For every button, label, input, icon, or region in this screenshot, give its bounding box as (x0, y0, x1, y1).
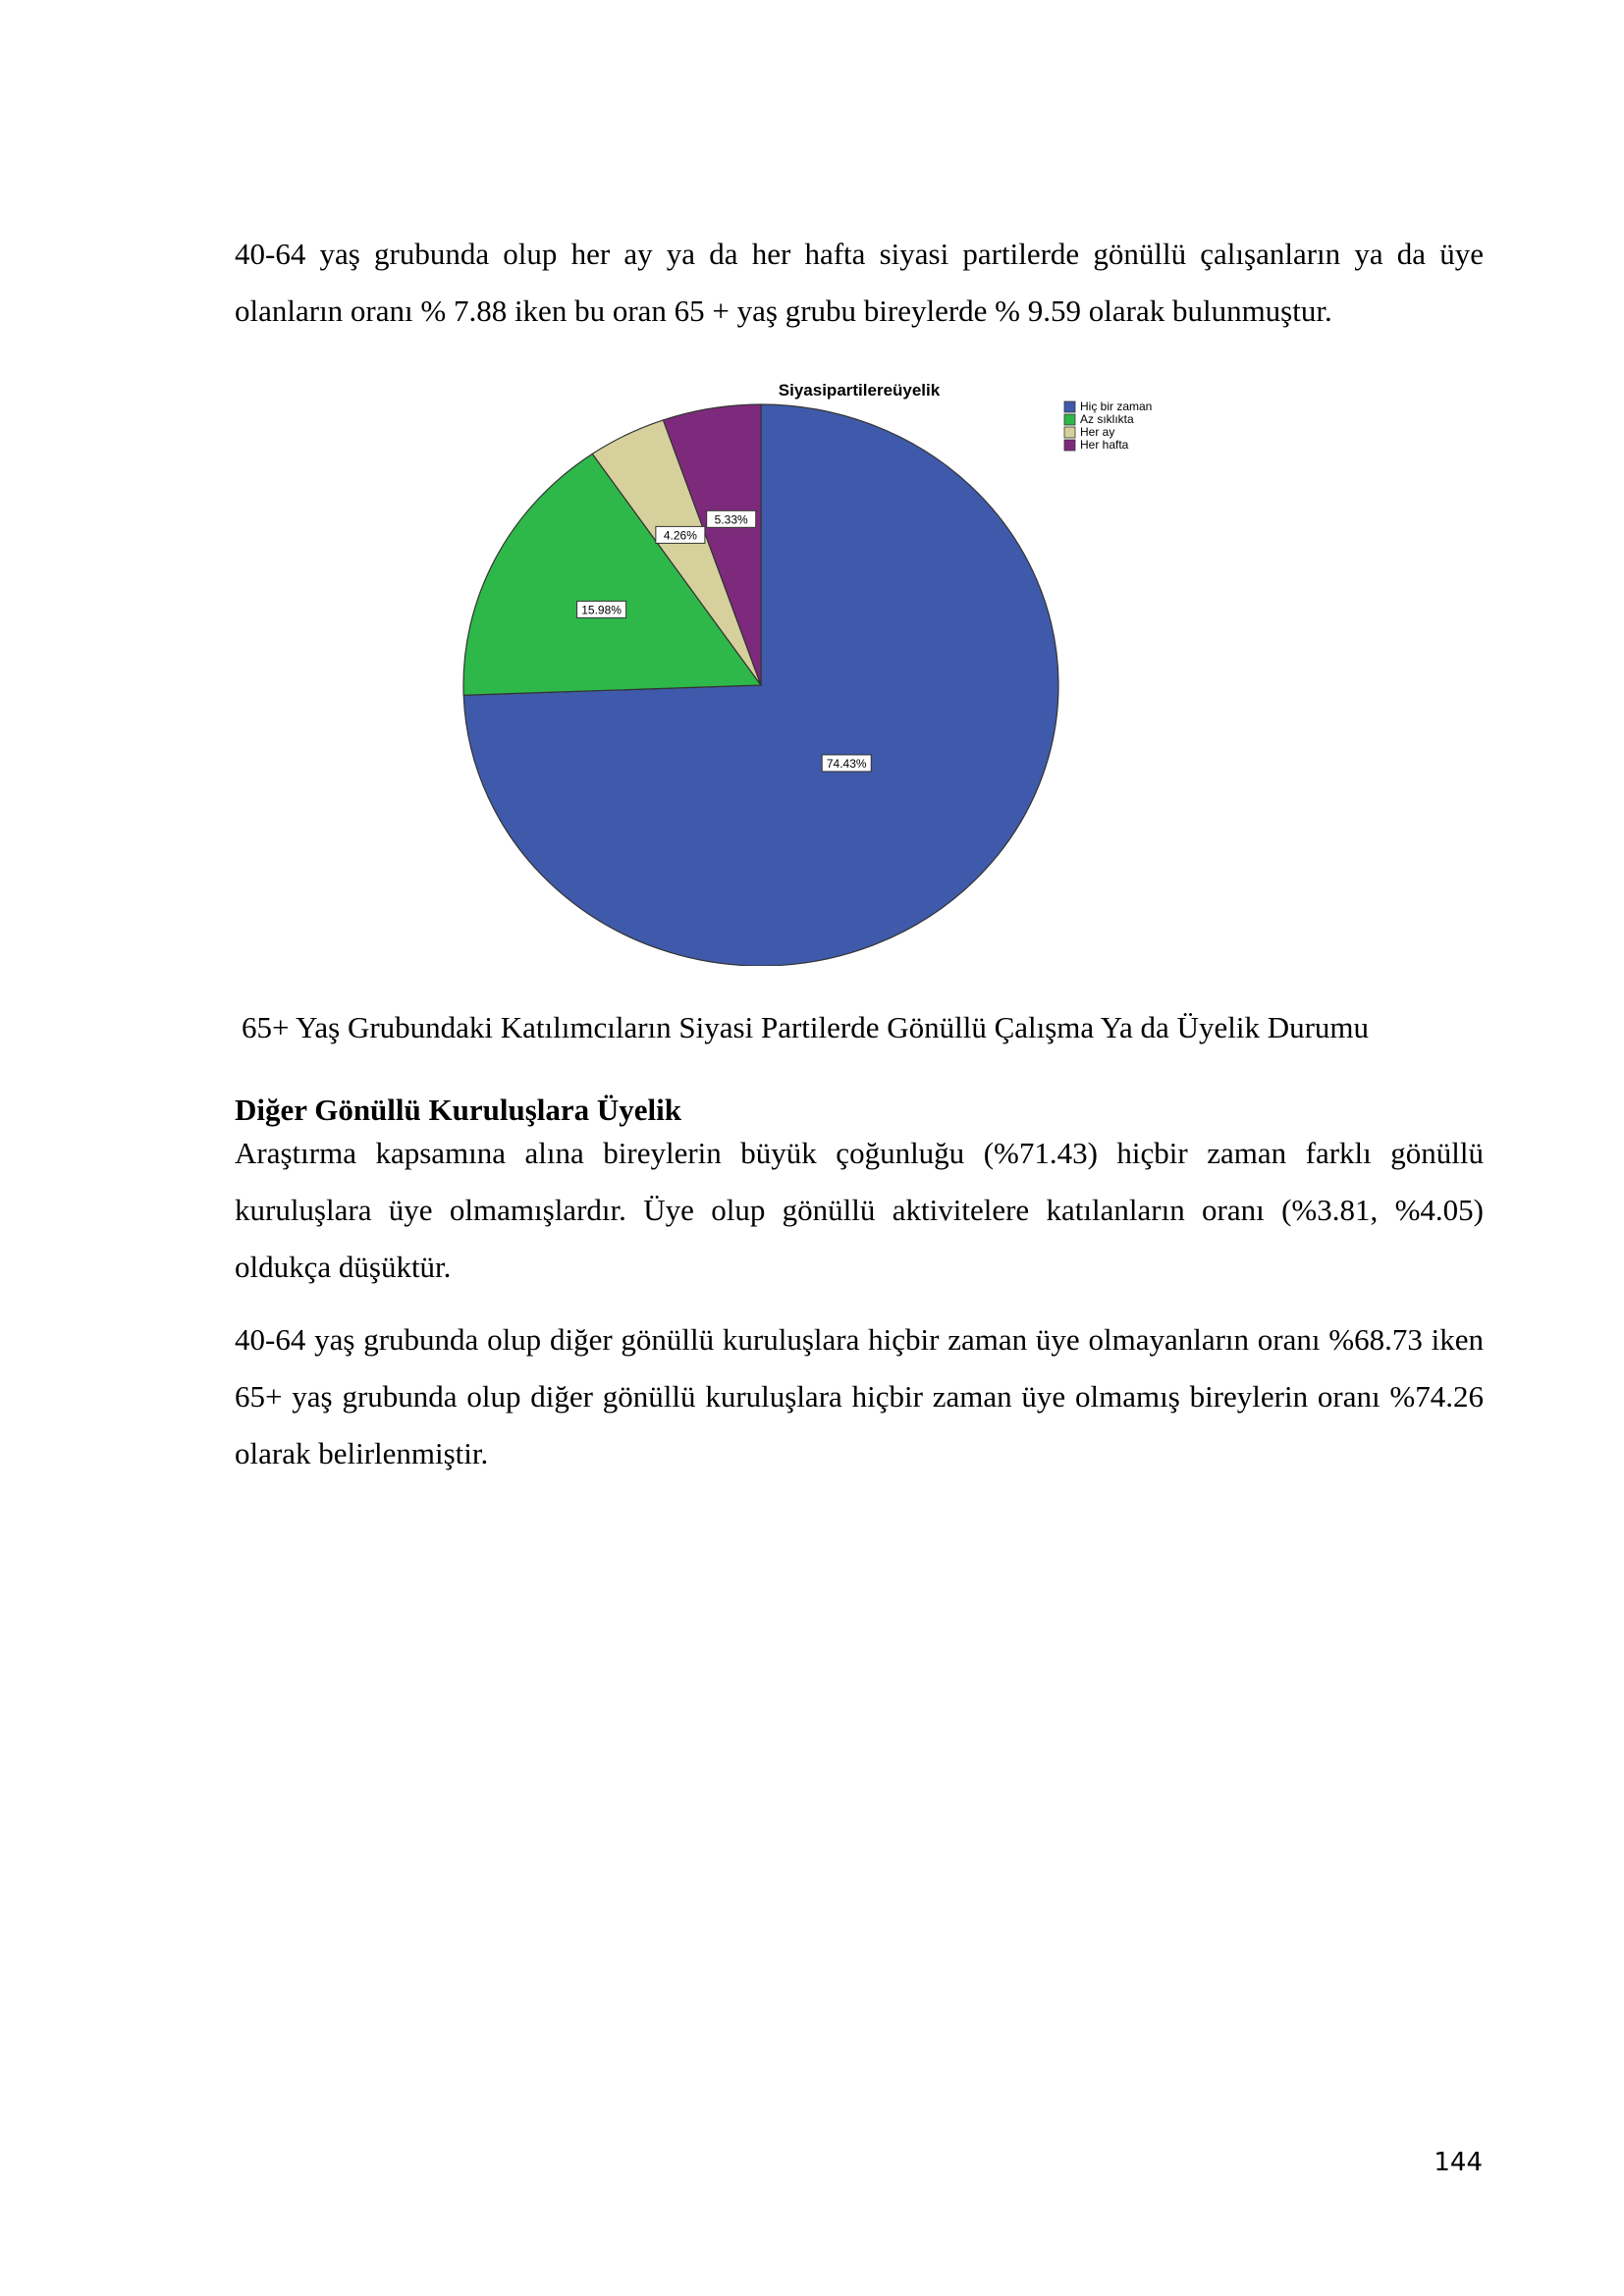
legend-label-2: Her ay (1080, 425, 1115, 439)
figure-caption: 65+ Yaş Grubundaki Katılımcıların Siyasi Partilerde Gönüllü Çalışma Ya da Üyelik Durumu (242, 1010, 1370, 1044)
pie-slices (463, 404, 1058, 966)
pie-chart (452, 377, 1198, 966)
legend-swatch-0 (1064, 401, 1075, 412)
page-number: 144 (1434, 2148, 1483, 2177)
legend-swatch-3 (1064, 440, 1075, 451)
svg-text:15.98%: 15.98% (581, 603, 622, 617)
legend-item-1 (1064, 412, 1134, 426)
section-heading: Diğer Gönüllü Kuruluşlara Üyelik (235, 1093, 682, 1127)
pie-data-label-2 (656, 526, 705, 543)
pie-data-label-1 (577, 601, 626, 617)
legend-label-0: Hiç bir zaman (1080, 400, 1153, 413)
body-paragraph: Araştırma kapsamına alına bireylerin büyük çoğunluğu (%71.43) hiçbir zaman farklı gönüllü kuruluşlara üye olmamışlardır. Üye olup gönüllü aktivitelere katılanların oranı (%3.81, %4.05) oldukça düşüktür. (235, 1136, 1484, 1284)
body-paragraph: 40-64 yaş grubunda olup diğer gönüllü kuruluşlara hiçbir zaman üye olmayanların oranı %68.73 iken 65+ yaş grubunda olup diğer gönüllü kuruluşlara hiçbir zaman üye olmamış bireylerin oranı %74.26 olarak belirlenmiştir. (235, 1322, 1484, 1470)
svg-text:4.26%: 4.26% (663, 528, 697, 543)
svg-text:5.33%: 5.33% (714, 512, 748, 527)
chart-legend (1064, 400, 1152, 452)
legend-item-2 (1064, 425, 1114, 439)
pie-data-label-0 (822, 755, 871, 772)
pie-data-label-3 (707, 510, 756, 527)
legend-item-0 (1064, 400, 1152, 413)
body-paragraph: 40-64 yaş grubunda olup her ay ya da her hafta siyasi partilerde gönüllü çalışanların ya da üye olanların oranı % 7.88 iken bu oran 65 + yaş grubu bireylerde % 9.59 olarak bulunmuştur. (235, 237, 1484, 328)
legend-label-1: Az sıklıkta (1080, 412, 1134, 426)
legend-swatch-1 (1064, 414, 1075, 425)
svg-text:74.43%: 74.43% (826, 756, 867, 771)
legend-label-3: Her hafta (1080, 438, 1129, 452)
chart-title: Siyasipartilereüyelik (778, 381, 941, 400)
legend-item-3 (1064, 438, 1129, 452)
legend-swatch-2 (1064, 427, 1075, 438)
